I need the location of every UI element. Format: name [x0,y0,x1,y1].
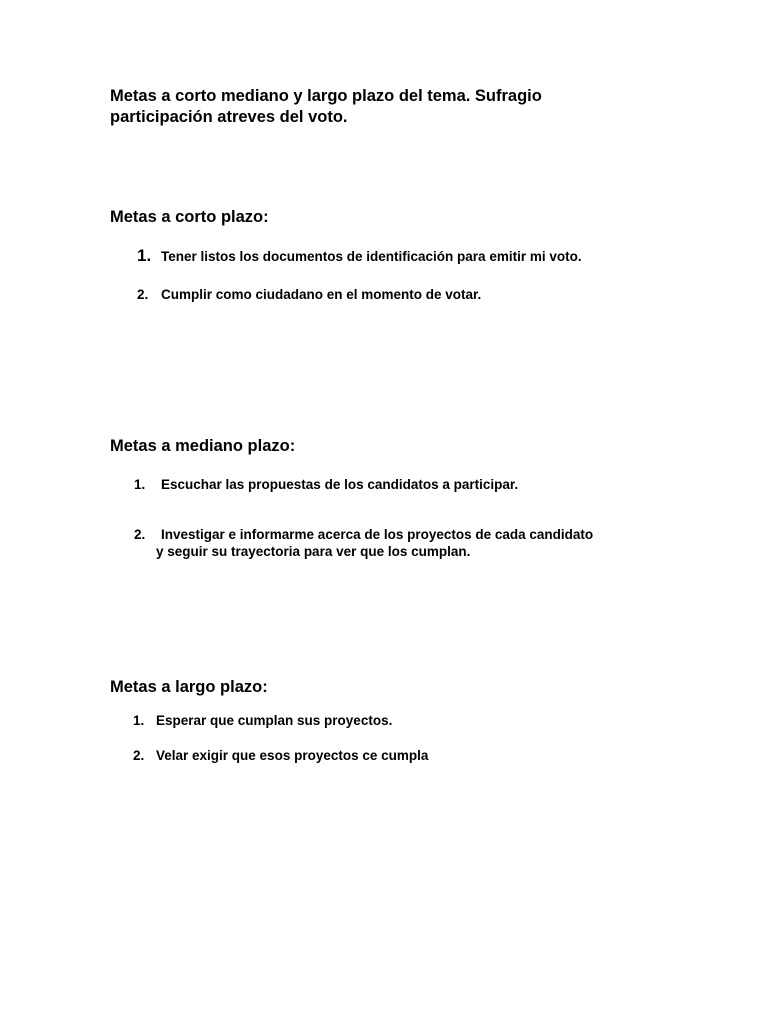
item-text: Tener listos los documentos de identificación para emitir mi voto. [161,249,582,264]
short-term-item-1 [137,247,582,265]
item-text: Cumplir como ciudadano en el momento de votar. [161,287,482,302]
long-term-heading: Metas a largo plazo: [110,678,268,696]
item-text: Velar exigir que esos proyectos ce cumpla [156,748,429,763]
medium-term-item-2-continuation: y seguir su trayectoria para ver que los cumplan. [156,544,471,559]
item-text: Investigar e informarme acerca de los proyectos de cada candidato [161,527,594,542]
document-title [110,86,670,128]
title-line-2: participación atreves del voto. [110,108,348,126]
item-number: 2. [137,287,149,302]
item-number: 2. [134,527,146,542]
item-number: 2. [133,748,145,763]
title-line-1: Metas a corto mediano y largo plazo del tema. Sufragio [110,87,542,105]
long-term-item-1 [133,712,392,729]
short-term-heading: Metas a corto plazo: [110,208,269,226]
item-number: 1. [137,246,152,265]
long-term-item-2 [133,747,428,764]
short-term-item-2 [137,286,481,303]
item-text: Escuchar las propuestas de los candidatos a participar. [161,477,519,492]
item-number: 1. [133,713,145,728]
medium-term-item-2 [134,526,593,543]
medium-term-item-1 [134,476,518,493]
medium-term-heading: Metas a mediano plazo: [110,437,296,455]
item-number: 1. [134,477,146,492]
item-text: Esperar que cumplan sus proyectos. [156,713,393,728]
